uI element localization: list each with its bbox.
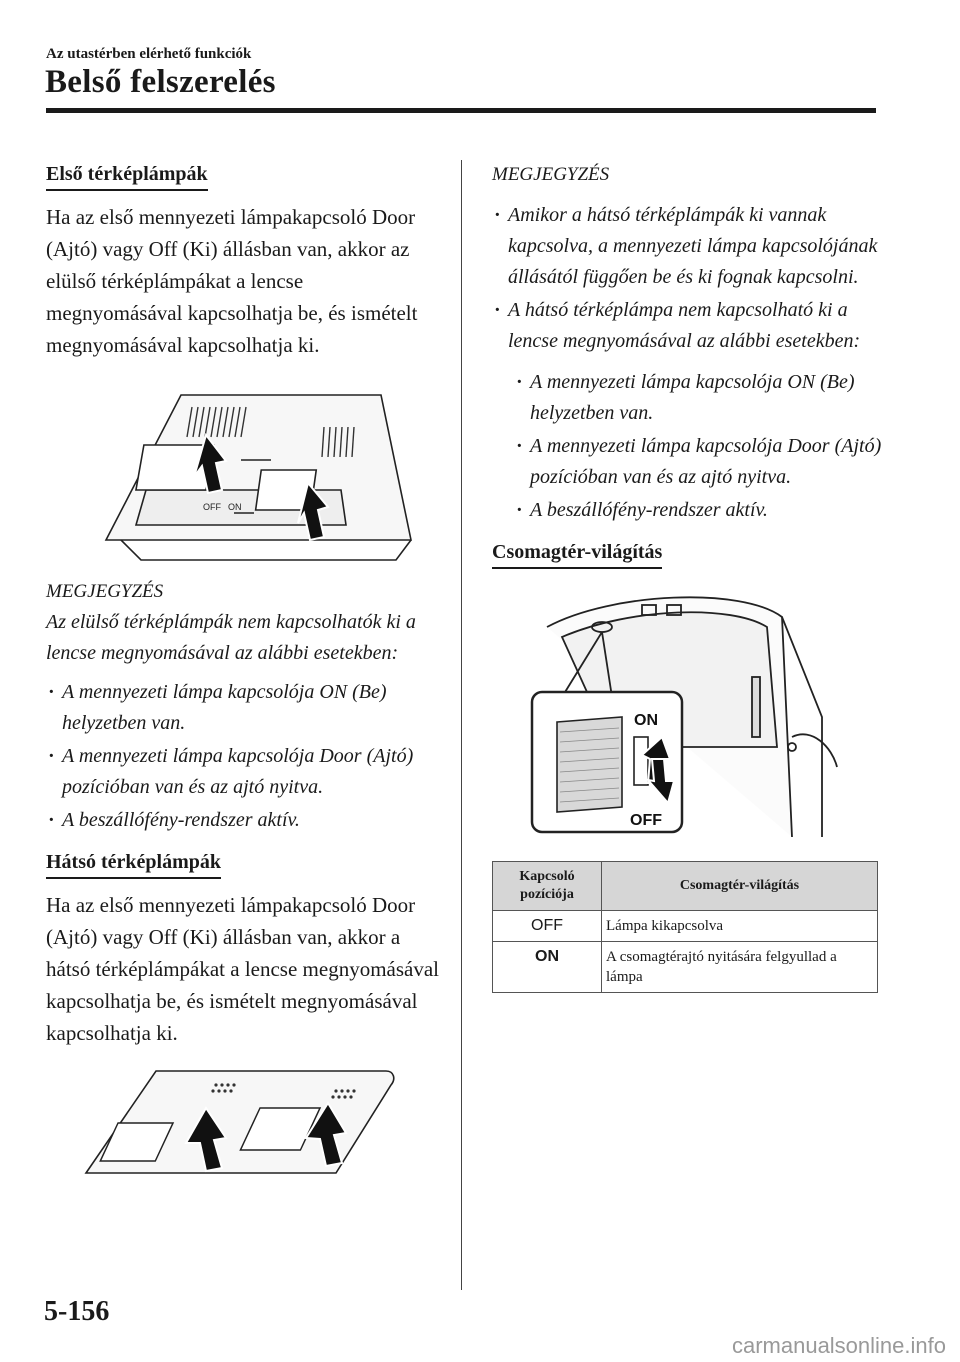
list-item: · A hátsó térképlámpa nem kapcsolható ki a lencse megnyomásával az alábbi esetekben:: [492, 295, 882, 357]
table-header-row: [493, 862, 878, 911]
table-cell-description: Lámpa kikapcsolva: [602, 911, 878, 942]
list-item: · A mennyezeti lámpa kapcsolója Door (Ajtó) pozícióban van és az ajtó nyitva.: [46, 741, 441, 803]
table-cell-description: A csomagtérajtó nyitására felgyullad a lámpa: [602, 942, 878, 993]
left-column: [46, 160, 441, 1183]
off-label: OFF: [630, 812, 662, 829]
list-item: · A mennyezeti lámpa kapcsolója ON (Be) helyzetben van.: [514, 367, 882, 429]
list-item: · A mennyezeti lámpa kapcsolója ON (Be) helyzetben van.: [46, 677, 441, 739]
list-item: · Amikor a hátsó térképlámpák ki vannak kapcsolva, a mennyezeti lámpa kapcsolójának állásától függően be és ki fognak kapcsolni.: [492, 200, 882, 293]
rear-map-lamps-text: Ha az első mennyezeti lámpakapcsoló Door (Ajtó) vagy Off (Ki) állásban van, akkor a hátsó térképlámpákat a lencse megnyomásával kapcsolhatja be, és ismételt megnyomásával kapcsolhatja ki.: [46, 893, 440, 1045]
page-title: Belső felszerelés: [45, 64, 276, 100]
table-header-switch-position: Kapcsoló pozíciója: [493, 862, 602, 911]
page-number: 5-156: [44, 1296, 110, 1327]
watermark: carmanualsonline.info: [731, 1333, 946, 1358]
front-note: [46, 577, 441, 836]
header-rule: [46, 108, 876, 113]
section-title-cargo-light: Csomagtér-világítás: [492, 538, 662, 569]
note-title: MEGJEGYZÉS: [492, 164, 610, 185]
note-text: Az elülső térképlámpák nem kapcsolhatók ki a lencse megnyomásával az alábbi esetekben:: [46, 611, 416, 664]
column-divider: [461, 160, 462, 1290]
chapter-subtitle: Az utastérben elérhető funkciók: [46, 46, 252, 62]
table-cell-position: ON: [493, 942, 602, 993]
on-label: ON: [228, 502, 242, 512]
table-row: [493, 942, 878, 993]
front-map-lamps-text: Ha az első mennyezeti lámpakapcsoló Door (Ajtó) vagy Off (Ki) állásban van, akkor az elülső térképlámpákat a lencse megnyomásával kapcsolhatja be, és ismételt megnyomásával kapcsolhatja ki.: [46, 205, 418, 357]
list-item: · A mennyezeti lámpa kapcsolója Door (Ajtó) pozícióban van és az ajtó nyitva.: [514, 431, 882, 493]
table-row: [493, 911, 878, 942]
section-title-rear-map-lamps: Hátsó térképlámpák: [46, 848, 221, 879]
note-title: MEGJEGYZÉS: [46, 581, 164, 602]
right-column: [492, 160, 882, 993]
section-title-front-map-lamps: Első térképlámpák: [46, 160, 208, 191]
note-list: [46, 677, 441, 836]
off-label: OFF: [203, 502, 221, 512]
front-map-lamp-illustration: [46, 365, 441, 565]
list-item: · A beszállófény-rendszer aktív.: [46, 805, 441, 836]
note-sub-list: [514, 367, 882, 526]
rear-map-lamp-illustration: [46, 1063, 441, 1183]
cargo-light-illustration: [492, 587, 882, 837]
list-item: · A beszállófény-rendszer aktív.: [514, 495, 882, 526]
table-cell-position: OFF: [493, 911, 602, 942]
on-label: ON: [634, 712, 658, 729]
table-header-cargo-light: Csomagtér-világítás: [602, 862, 878, 911]
cargo-light-table: [492, 861, 878, 993]
note-list: [492, 200, 882, 357]
